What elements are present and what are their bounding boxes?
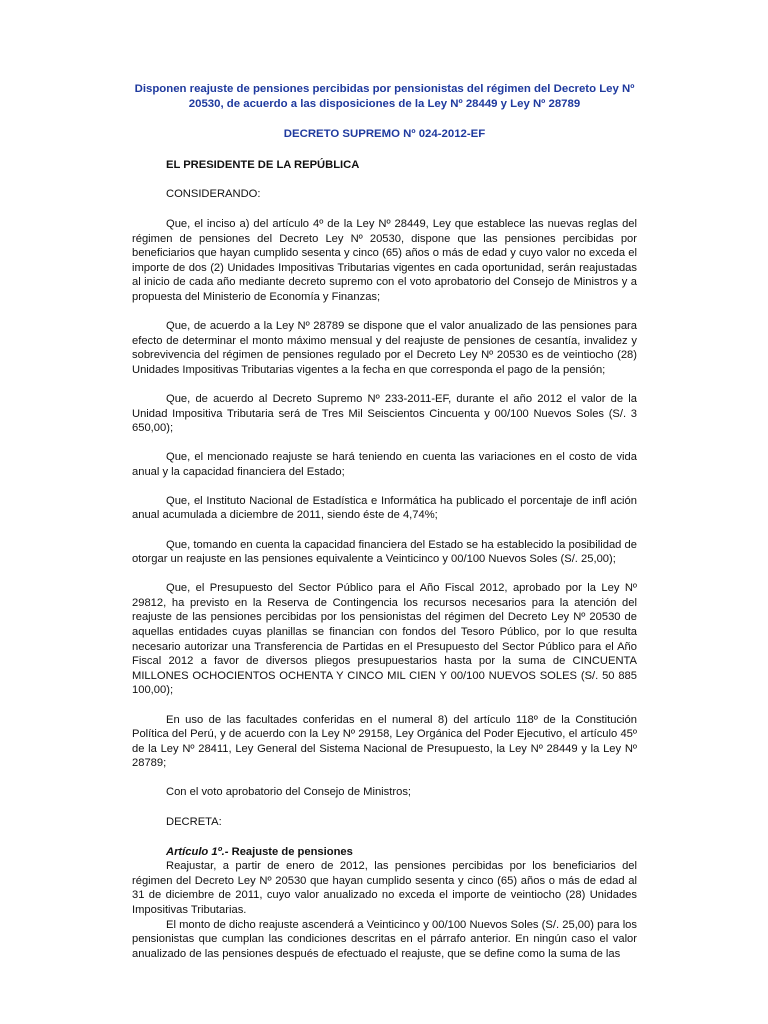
considering-heading: CONSIDERANDO: bbox=[166, 188, 261, 201]
paragraph: Que, de acuerdo a la Ley Nº 28789 se dispone que el valor anualizado de las pensiones para efecto de determinar el monto máximo mensual y del reajuste de pensiones de cesantía, invalidez y sobrevivencia del régimen de pensiones regulado por el Decreto Ley Nº 20530 es de veintiocho (28) Unidades Impositivas Tributarias vigentes a la fecha en que corresponda el pago de la pensión; bbox=[132, 320, 637, 376]
paragraph: En uso de las facultades conferidas en el numeral 8) del artículo 118º de la Constitución Política del Perú, y de acuerdo con la Ley Nº 29158, Ley Orgánica del Poder Ejecutivo, el artículo 45º de la Ley Nº 28411, Ley General del Sistema Nacional de Presupuesto, la Ley Nº 28449 y la Ley Nº 28789; bbox=[132, 713, 637, 770]
decree-number: DECRETO SUPREMO Nº 024-2012-EF bbox=[283, 128, 486, 141]
article-1-number: Artículo 1º.- bbox=[166, 845, 229, 858]
decrees-line: DECRETA: bbox=[166, 815, 222, 828]
issuer-heading: EL PRESIDENTE DE LA REPÚBLICA bbox=[166, 158, 360, 171]
paragraph: Que, tomando en cuenta la capacidad financiera del Estado se ha establecido la posibilidad de otorgar un reajuste en las pensiones equivalente a Veinticinco y 00/100 Nuevos Soles (S/. 25,00); bbox=[132, 538, 637, 566]
paragraph: Que, de acuerdo al Decreto Supremo Nº 233-2011-EF, durante el año 2012 el valor de la Unidad Impositiva Tributaria será de Tres Mil Seiscientos Cincuenta y 00/100 Nuevos Soles (S/. 3 650,00); bbox=[132, 392, 637, 435]
vote-line: Con el voto aprobatorio del Consejo de Ministros; bbox=[166, 786, 412, 799]
article-1-paragraph-2: El monto de dicho reajuste ascenderá a Veinticinco y 00/100 Nuevos Soles (S/. 25,00) para los pensionistas que cumplan las condiciones descritas en el párrafo anterior. En ningún caso el valor anualizado de las pensiones después de efectuado el reajuste, que se define como la suma de las bbox=[132, 918, 637, 960]
article-1-paragraph-1: Reajustar, a partir de enero de 2012, las pensiones percibidas por los beneficiarios del régimen del Decreto Ley Nº 20530 que hayan cumplido sesenta y cinco (65) años o más de edad al 31 de diciembre de 2011, cuyo valor anualizado no exceda el importe de veintiocho (28) Unidades Impositivas Tributarias. bbox=[132, 860, 637, 916]
paragraph: Que, el Presupuesto del Sector Público para el Año Fiscal 2012, aprobado por la Ley Nº 29812, ha previsto en la Reserva de Contingencia los recursos necesarios para la atención del reajuste de las pensiones percibidas por los pensionistas del régimen del Decreto Ley Nº 20530 de aquellas entidades cuyas planillas se financian con fondos del Tesoro Público, por lo que resulta necesario autorizar una Transferencia de Partidas en el Presupuesto del Sector Público para el Año Fiscal 2012 a favor de diversos pliegos presupuestarios hasta por la suma de CINCUENTA MILLONES OCHOCIENTOS OCHENTA Y CINCO MIL CIEN Y 00/100 NUEVOS SOLES (S/. 50 885 100,00); bbox=[132, 582, 637, 697]
article-1-heading: Reajuste de pensiones bbox=[231, 845, 353, 858]
document-title: Disponen reajuste de pensiones percibidas por pensionistas del régimen del Decreto Ley Nº 20530, de acuerdo a las disposiciones de la Ley Nº 28449 y Ley Nº 28789 bbox=[134, 83, 635, 110]
paragraph: Que, el inciso a) del artículo 4º de la Ley Nº 28449, Ley que establece las nuevas reglas del régimen de pensiones del Decreto Ley Nº 20530, dispone que las pensiones percibidas por beneficiarios que hayan cumplido sesenta y cinco (65) años o más de edad y cuyo valor no exceda el importe de dos (2) Unidades Impositivas Tributarias vigentes en cada oportunidad, serán reajustadas al inicio de cada año mediante decreto supremo con el voto aprobatorio del Consejo de Ministros y a propuesta del Ministerio de Economía y Finanzas; bbox=[132, 217, 637, 303]
article-1-title bbox=[166, 845, 637, 860]
paragraph: Que, el mencionado reajuste se hará teniendo en cuenta las variaciones en el costo de vida anual y la capacidad financiera del Estado; bbox=[132, 451, 637, 478]
paragraph: Que, el Instituto Nacional de Estadística e Informática ha publicado el porcentaje de infl ación anual acumulada a diciembre de 2011, siendo éste de 4,74%; bbox=[132, 494, 637, 522]
